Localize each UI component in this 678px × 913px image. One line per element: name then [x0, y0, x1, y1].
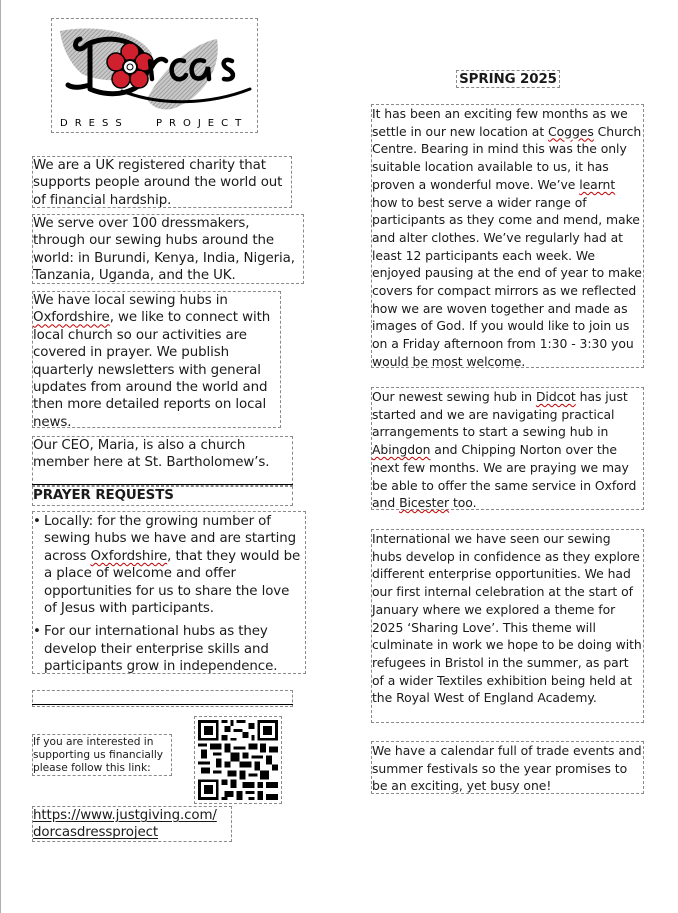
news-paragraph-new-hubs: Our newest sewing hub in Didcot has just started and we are navigating practical arrangements to start a sewing hub in Abingdon and Chipping Norton over the next few months. We are praying we may be able to offer the same service in Oxford and Bicester too. — [371, 387, 644, 510]
donate-text: If you are interested in supporting us financially please follow this link: — [32, 734, 172, 776]
divider-line — [32, 704, 293, 705]
prayer-item: • Locally: for the growing number of sewing hubs we have and are starting across Oxfordshire, that they would be a place of welcome and offer opportunities for us to share the love of Jesus with participants. — [33, 513, 305, 617]
logo-subtitle-dress: DRESS — [60, 118, 129, 129]
spellcheck-word[interactable]: Didcot — [535, 389, 576, 404]
spellcheck-word[interactable]: learnt — [579, 176, 616, 192]
dorcas-logo — [52, 19, 257, 132]
spellcheck-word[interactable]: Abingdon — [372, 442, 431, 458]
qr-code[interactable] — [195, 717, 281, 803]
news-paragraph-calendar: We have a calendar full of trade events and summer festivals so the year promises to be an exciting, yet busy one! — [371, 741, 644, 794]
spellcheck-word[interactable]: Oxfordshire — [90, 548, 168, 564]
logo-frame — [51, 18, 258, 133]
prayer-requests-list — [32, 511, 306, 674]
prayer-item: • For our international hubs as they develop their enterprise skills and participants grow in independence. — [33, 623, 305, 675]
local-hubs-text-pre: We have local sewing hubs in — [33, 293, 228, 308]
intro-paragraph: We are a UK registered charity that supports people around the world out of financial hardship. — [32, 156, 292, 208]
divider-line — [32, 484, 293, 485]
qr-code-frame — [194, 716, 282, 804]
news-paragraph-location: It has been an exciting few months as we settle in our new location at Cogges Church Centre. Bearing in mind this was the only suitable location available to us, it has proven a wonderful move. We’ve learnt how to best serve a wider range of participants as they come and mend, make and alter clothes. We’ve regularly had at least 12 participants each week. We enjoyed pausing at the end of year to make covers for compact mirrors as we reflected how we are woven together and made as images of God. If you would like to join us on a Friday afternoon from 1:30 - 3:30 you would be most welcome. — [371, 104, 644, 368]
local-hubs-text-post: , we like to connect with local church so our activities are covered in prayer. We publish quarterly newsletters with general updates from around the world and then more detailed reports on local news. — [33, 310, 271, 430]
page-edge — [0, 0, 1, 913]
donate-link[interactable] — [32, 806, 232, 842]
spellcheck-word[interactable]: Cogges — [548, 123, 594, 139]
local-hubs-paragraph — [32, 291, 281, 428]
issue-heading: SPRING 2025 — [456, 70, 560, 88]
ceo-paragraph: Our CEO, Maria, is also a church member here at St. Bartholomew’s. — [32, 436, 293, 486]
donate-link-line1[interactable]: https://www.justgiving.com/ — [33, 808, 217, 823]
donate-link-line2[interactable]: dorcasdressproject — [33, 825, 159, 841]
prayer-requests-heading: PRAYER REQUESTS — [32, 486, 293, 506]
serve-paragraph: We serve over 100 dressmakers, through our sewing hubs around the world: in Burundi, Kenya, India, Nigeria, Tanzania, Uganda, and the UK. — [32, 214, 304, 284]
spellcheck-word[interactable]: Bicester — [399, 495, 450, 511]
logo-subtitle-project: PROJECT — [156, 118, 249, 129]
news-paragraph-international: International we have seen our sewing hubs develop in confidence as they explore different enterprise opportunities. We had our first internal celebration at the start of January where we explored a theme for 2025 ‘Sharing Love’. This theme will culminate in work we hope to be doing with refugees in Bristol in the summer, as part of a wider Textiles exhibition being held at the Royal West of England Academy. — [371, 529, 644, 723]
spellcheck-word[interactable]: Oxfordshire — [33, 310, 110, 326]
